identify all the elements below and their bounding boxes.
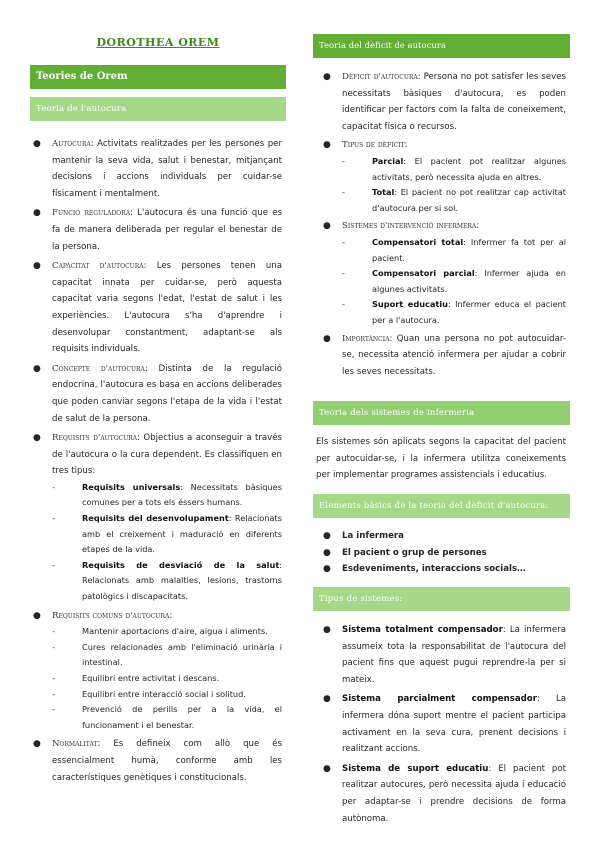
tipus-sistemes-list <box>320 622 566 827</box>
sub-list-item: - Compensatori parcial: Infermer ajuda en algunes activitats. <box>342 268 566 294</box>
bullet-icon: ● <box>323 763 331 774</box>
bullet-icon: ● <box>33 139 41 149</box>
bullet-icon: ● <box>323 694 331 705</box>
right-deficit-list <box>320 69 566 380</box>
bullet-icon: ● <box>323 333 331 344</box>
sub-list-item: - Prevenció de perills per a la vida, el funcionament i el benestar. <box>52 704 282 730</box>
sistemes-paragraph: Els sistemes són aplicats segons la capacitat del pacient per autocuidar-se, i la infermera utilitza coneixements per implementar programes assistencials i educatius. <box>316 437 566 481</box>
bullet-icon: ● <box>33 433 41 444</box>
left-column-list <box>30 136 282 786</box>
sub-list-item: - Equilibri entre activitat i descans. <box>52 673 220 683</box>
bullet-icon: ● <box>33 739 41 750</box>
section-banner-sistemes: Teoria dels sistemes de infermeria <box>313 401 570 425</box>
bullet-icon: ● <box>33 610 41 621</box>
sub-list-item: - Total: El pacient no pot realitzar cap activitat d'autocura per si sol. <box>342 187 566 213</box>
section-banner-deficit: Teoria del dèficit de autocura <box>313 34 570 58</box>
bullet-icon: ● <box>323 140 331 151</box>
bullet-icon: ● <box>33 363 41 374</box>
sub-list-item: - Requisits de desviació de la salut: Relacionats amb malalties, lesions, trastorns patològics i discapacitats. <box>52 559 282 602</box>
document-title: DOROTHEA OREM <box>96 36 220 49</box>
sub-list-item: - Compensatori total: Infermer fa tot per al pacient. <box>342 236 566 263</box>
list-item: ● Concepte d'autocura: Distinta de la regulació endocrina, l'autocura es basa en accions deliberades que poden canviar segons l'etapa de la vida i l'estat de salut de la persona. <box>30 361 282 427</box>
list-item: ● Tipus de dèficit: <box>320 137 566 154</box>
subsection-banner-autocura: Teoria de l'autocura <box>30 97 286 121</box>
bullet-icon: ● <box>323 531 331 541</box>
sub-list-item: - Requisits del desenvolupament: Relacionats amb el creixement i maduració en diferents etapes de la vida. <box>52 513 282 555</box>
bullet-icon: ● <box>323 547 331 558</box>
list-item: ● Sistema totalment compensador: La infermera assumeix tota la responsabilitat de l'autocura del pacient fins que aquest pugui reprendre-la per si mateix. <box>320 622 566 688</box>
sub-list-item: - Parcial: El pacient pot realitzar algunes activitats, però necessita ajuda en altres. <box>342 155 566 182</box>
sub-list-item: - Suport educatiu: Infermer educa el pacient per a l'autocura. <box>342 299 566 325</box>
list-item: ● La infermera <box>320 528 566 545</box>
bullet-icon: ● <box>323 564 331 575</box>
bullet-icon: ● <box>33 208 41 219</box>
list-item: ● Normalitat: Es defineix com allò que és essencialment humà, conforme amb les característiques genètiques i constitucionals. <box>30 736 282 786</box>
sub-list-item: - Equilibri entre interacció social i solitud. <box>52 688 246 699</box>
list-item: ● Sistemes d'intervenció infermera: <box>320 218 566 235</box>
section-banner-tipus-sistemes: Tipus de sistemes: <box>313 587 570 611</box>
list-item: ● Esdeveniments, interaccions socials… <box>320 561 566 578</box>
list-item: ● Funció reguladora: L'autocura és una funció que es fa de manera deliberada per regular el benestar de la persona. <box>30 205 282 255</box>
list-item: ● El pacient o grup de persones <box>320 545 566 562</box>
sub-list-item: - Cures relacionades amb l'eliminació urinària i intestinal. <box>52 641 282 668</box>
list-item: ● Capacitat d'autocura: Les persones tenen una capacitat innata per cuidar-se, però aquesta capacitat varia segons l'edat, l'estat de salut i les experiències. L'autocura s'ha d'aprendre i desenvolupar constantment, adaptant-se als requisits individuals. <box>30 258 282 358</box>
list-item: ● Autocura: Activitats realitzades per les persones per mantenir la seva vida, salut i benestar, mitjançant decisions i accions individuals per cuidar-se físicament i mentalment. <box>30 136 282 202</box>
list-item: ● Sistema de suport educatiu: El pacient pot realitzar autocures, però necessita ajuda i educació per adaptar-se i prendre decisions de forma autònoma. <box>320 761 566 827</box>
elements-list <box>320 528 566 578</box>
bullet-icon: ● <box>323 221 331 232</box>
list-item: ● Requisits d'autocura: Objectius a aconseguir a través de l'autocura o la cura dependent. Es classifiquen en tres tipus: <box>30 430 282 480</box>
sub-list-item: - Mantenir aportacions d'aire, aigua i aliments. <box>52 626 268 637</box>
section-banner-elements: Elements bàsics de la teoria del dèficit d'autocura: <box>313 494 570 518</box>
section-banner-teories: Teories de Orem <box>30 65 286 89</box>
list-item: ● Requisits comuns d'autocura: <box>30 608 282 625</box>
list-item: ● Sistema parcialment compensador: La infermera dóna suport mentre el pacient participa activament en la seva cura, prenent decisions i realitzant accions. <box>320 691 566 757</box>
list-item: ● Importància: Quan una persona no pot autocuidar-se, necessita atenció infermera per ajudar a cobrir les seves necessitats. <box>320 331 566 381</box>
bullet-icon: ● <box>33 261 41 272</box>
bullet-icon: ● <box>323 72 331 82</box>
bullet-icon: ● <box>323 625 331 635</box>
list-item: ● Dèficit d'autocura: Persona no pot satisfer les seves necessitats bàsiques d'autocura, es poden identificar per factors com la falta de coneixement, capacitat física o recursos. <box>320 69 566 135</box>
sub-list-item: - Requisits universals: Necessitats bàsiques comunes per a tots els éssers humans. <box>52 481 282 508</box>
